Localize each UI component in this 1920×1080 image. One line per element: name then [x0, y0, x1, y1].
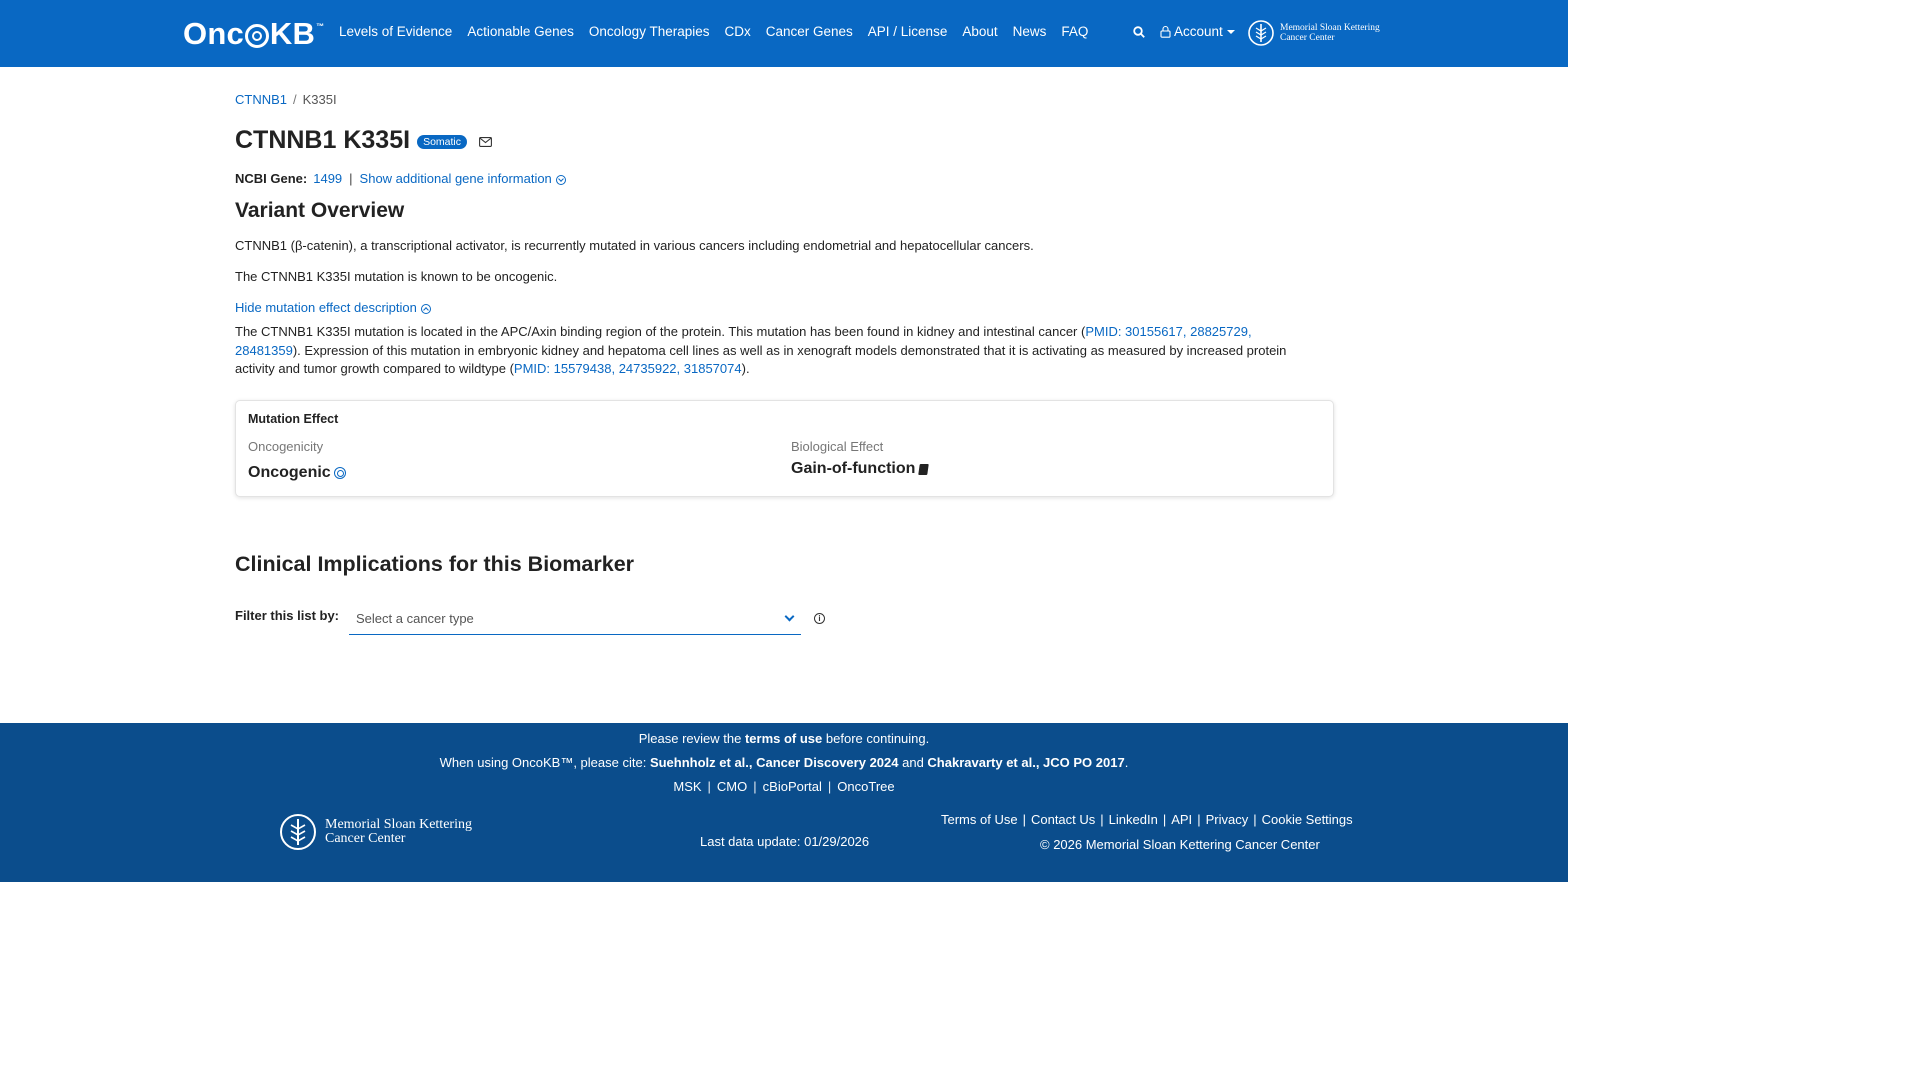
cancer-type-select[interactable]	[349, 604, 801, 635]
oncogenicity-text: Oncogenic	[248, 464, 331, 481]
breadcrumb-current: K335I	[302, 92, 337, 107]
citation-2: Chakravarty et al., JCO PO 2017	[927, 755, 1125, 770]
oncogenic-target-icon[interactable]	[334, 467, 346, 479]
footer	[0, 723, 1568, 882]
pipe-divider: |	[753, 779, 757, 794]
show-gene-info-label: Show additional gene information	[359, 171, 552, 186]
msk-link[interactable]: MSK	[673, 779, 702, 794]
oncogenicity-label: Oncogenicity	[248, 439, 324, 454]
gene-summary: CTNNB1 (β-catenin), a transcriptional activator, is recurrently mutated in various cancers including endometrial and hepatocellular cancers.	[235, 238, 1034, 253]
nav-levels-of-evidence[interactable]: Levels of Evidence	[339, 24, 453, 39]
cite-pre: When using OncoKB™, please cite:	[439, 755, 650, 770]
cookie-settings-link[interactable]: Cookie Settings	[1261, 812, 1353, 827]
nav-faq[interactable]: FAQ	[1061, 24, 1089, 39]
pipe-divider: |	[827, 779, 832, 794]
hide-mutation-effect-link[interactable]	[235, 300, 431, 315]
biological-effect-label: Biological Effect	[791, 439, 884, 454]
contact-us-link[interactable]: Contact Us	[1030, 812, 1096, 827]
pipe-divider: |	[707, 779, 711, 794]
terms-notice	[0, 731, 1568, 746]
cite-end: .	[1124, 755, 1129, 770]
msk-footer-line2: Cancer Center	[325, 831, 406, 846]
top-navbar	[0, 0, 1568, 67]
description-part1: The CTNNB1 K335I mutation is located in the APC/Axin binding region of the protein. This mutation has been found in kidney and intestinal cancer (	[235, 324, 1086, 339]
mutation-effect-description	[235, 323, 1315, 379]
search-icon[interactable]	[1133, 26, 1145, 38]
caret-down-icon	[1227, 30, 1235, 34]
info-icon[interactable]: i	[814, 613, 825, 624]
partner-links	[0, 779, 1568, 794]
footer-right-links	[941, 812, 1353, 827]
citation-line	[0, 755, 1568, 770]
somatic-badge: Somatic	[417, 135, 467, 149]
variant-summary: The CTNNB1 K335I mutation is known to be oncogenic.	[235, 269, 558, 284]
description-part3: ).	[741, 361, 750, 376]
page-title: CTNNB1 K335I	[235, 126, 411, 154]
nav-news[interactable]: News	[1012, 24, 1047, 39]
msk-logo-top[interactable]	[1248, 19, 1380, 47]
nav-cdx[interactable]: CDx	[724, 24, 751, 39]
cancer-type-placeholder: Select a cancer type	[356, 611, 474, 626]
nav-api-license[interactable]: API / License	[867, 24, 948, 39]
clinical-implications-heading: Clinical Implications for this Biomarker	[235, 552, 635, 576]
nav-actionable-genes[interactable]: Actionable Genes	[467, 24, 574, 39]
logo-onc: Onc	[183, 16, 244, 51]
breadcrumb	[235, 92, 337, 107]
ncbi-gene-link[interactable]: 1499	[313, 171, 343, 186]
terms-of-use-footer-link[interactable]: Terms of Use	[941, 812, 1018, 827]
nav-cancer-genes[interactable]: Cancer Genes	[765, 24, 853, 39]
mutation-effect-heading: Mutation Effect	[248, 412, 339, 426]
logo-tm: ™	[316, 22, 325, 31]
pipe-divider: |	[1162, 812, 1167, 827]
privacy-link[interactable]: Privacy	[1205, 812, 1249, 827]
pmid-link-2[interactable]: PMID: 15579438, 24735922, 31857074	[513, 361, 742, 376]
cite-and: and	[898, 755, 928, 770]
pipe-divider: |	[349, 171, 353, 186]
msk-logo-footer[interactable]	[279, 811, 472, 853]
terms-of-use-link[interactable]: terms of use	[744, 731, 823, 746]
api-footer-link[interactable]: API	[1171, 812, 1193, 827]
copyright: © 2026 Memorial Sloan Kettering Cancer Center	[1040, 837, 1320, 852]
logo-kb: KB	[269, 16, 316, 51]
review-pre: Please review the	[638, 731, 745, 746]
cbioportal-link[interactable]: cBioPortal	[762, 779, 822, 794]
msk-line2: Cancer Center	[1280, 33, 1335, 43]
page-title-row	[235, 126, 492, 155]
msk-line1: Memorial Sloan Kettering	[1280, 23, 1380, 33]
pipe-divider: |	[1197, 812, 1201, 827]
cmo-link[interactable]: CMO	[716, 779, 748, 794]
ncbi-label: NCBI Gene:	[235, 171, 308, 186]
linkedin-link[interactable]: LinkedIn	[1108, 812, 1158, 827]
msk-emblem-icon	[1248, 19, 1274, 47]
account-menu[interactable]	[1174, 24, 1235, 39]
citation-1: Suehnholz et al., Cancer Discovery 2024	[649, 755, 899, 770]
pipe-divider: |	[1100, 812, 1104, 827]
last-data-update: Last data update: 01/29/2026	[700, 834, 870, 849]
pipe-divider: |	[1253, 812, 1257, 827]
ncbi-gene-row	[235, 171, 566, 186]
nav-oncology-therapies[interactable]: Oncology Therapies	[588, 24, 710, 39]
lock-user-icon	[1160, 25, 1171, 38]
biological-effect-value	[791, 460, 928, 478]
logo-ring-icon	[245, 24, 269, 48]
msk-emblem-icon	[279, 811, 317, 853]
envelope-icon[interactable]	[479, 137, 492, 147]
description-part2: ). Expression of this mutation in embryonic kidney and hepatoma cell lines as well as in xenograft models demonstrated that it is activating as measured by increased protein activity and tumor growth compared to wildtype (	[235, 342, 1287, 376]
breadcrumb-separator: /	[293, 92, 297, 107]
biological-effect-text: Gain-of-function	[791, 460, 916, 477]
oncogenicity-value	[248, 464, 346, 482]
filter-label: Filter this list by:	[235, 608, 340, 623]
chevron-up-circle-icon	[421, 304, 431, 314]
show-gene-info-link[interactable]	[360, 171, 566, 186]
review-post: before continuing.	[822, 731, 930, 746]
nav-right	[1133, 24, 1235, 39]
breadcrumb-gene-link[interactable]: CTNNB1	[235, 92, 288, 107]
chevron-down-icon	[785, 612, 795, 622]
msk-footer-line1: Memorial Sloan Kettering	[325, 817, 472, 832]
hide-mutation-effect-label: Hide mutation effect description	[235, 300, 417, 315]
chevron-down-circle-icon	[556, 175, 566, 185]
book-icon[interactable]	[919, 464, 930, 475]
account-label: Account	[1174, 24, 1223, 39]
mutation-effect-card	[235, 400, 1334, 497]
nav-links	[339, 24, 1103, 39]
variant-overview-heading: Variant Overview	[235, 199, 405, 222]
nav-about[interactable]: About	[962, 24, 998, 39]
oncotree-link[interactable]: OncoTree	[837, 779, 895, 794]
oncokb-logo[interactable]	[183, 18, 324, 50]
pmid-link-1[interactable]: PMID: 30155617, 28825729, 28481359	[235, 324, 1252, 358]
pipe-divider: |	[1022, 812, 1026, 827]
